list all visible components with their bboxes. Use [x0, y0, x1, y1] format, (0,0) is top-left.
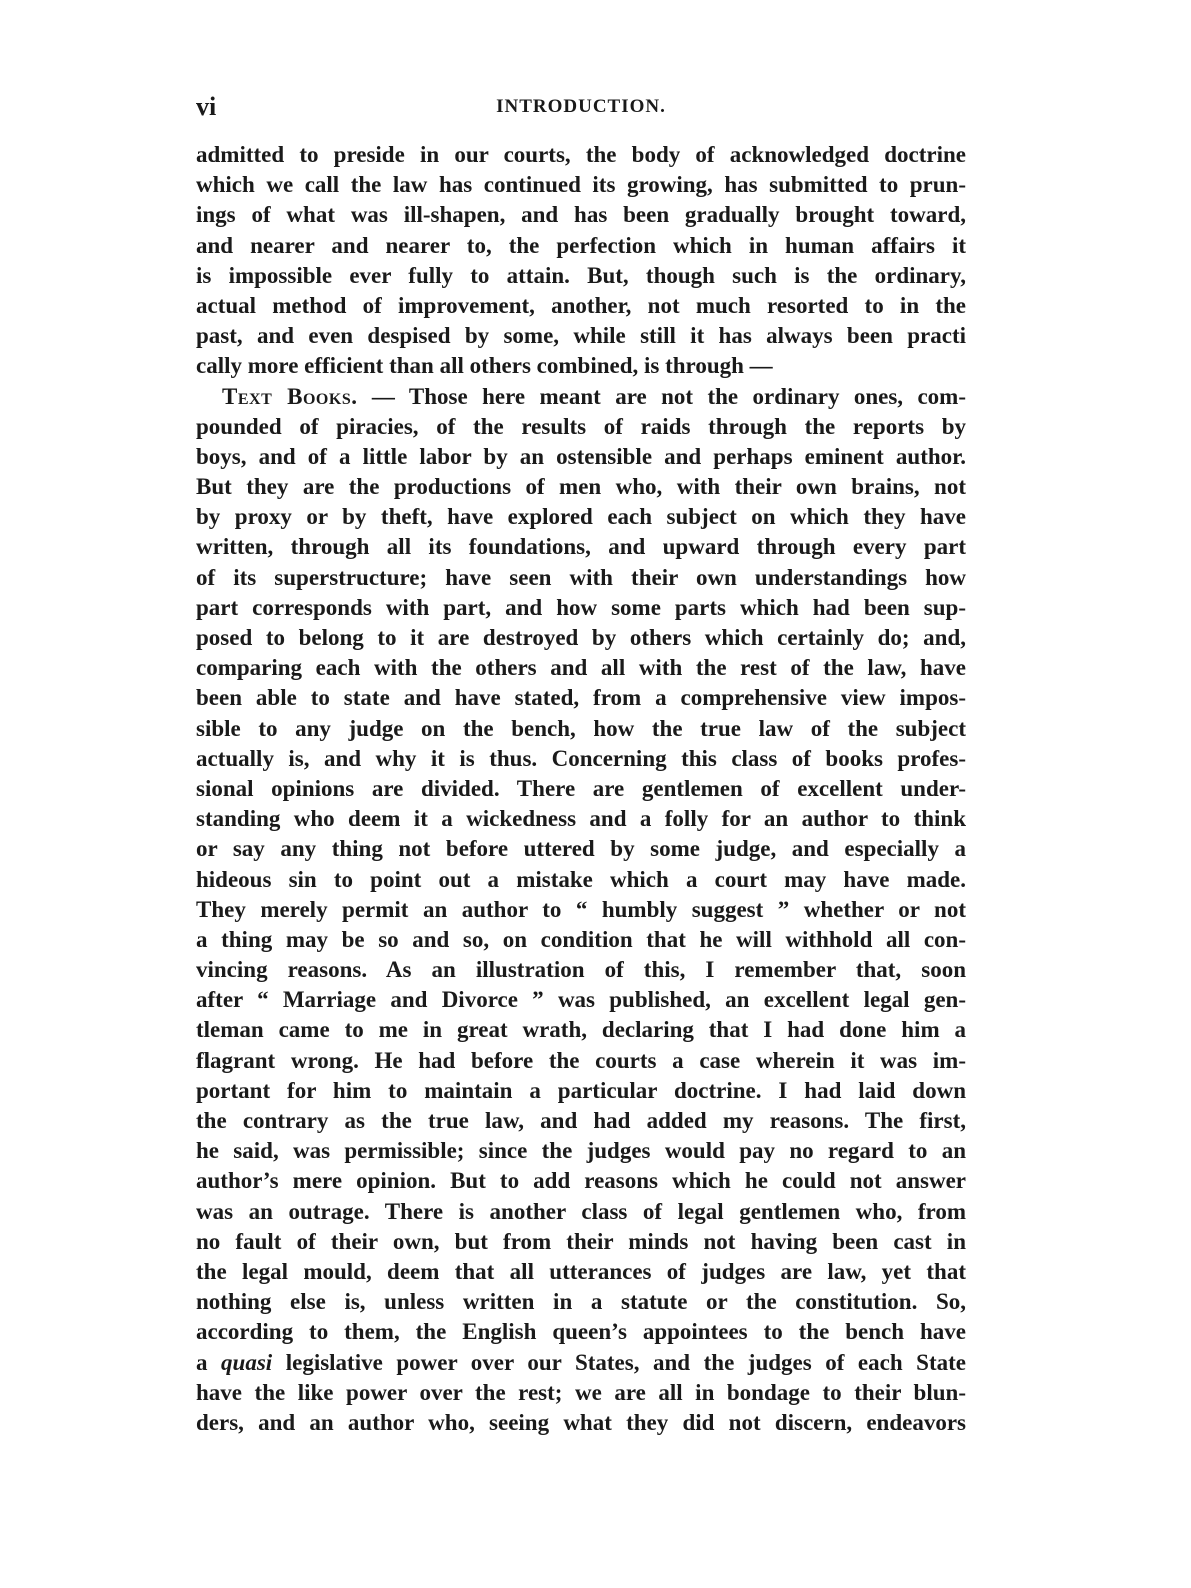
first-line-text: — Those here meant are not the ordinary ones, com- — [357, 383, 966, 409]
text-line: ings of what was ill-shapen, and has been gradually brought toward, — [196, 202, 966, 228]
body-text — [196, 140, 966, 1438]
italic-word: quasi — [221, 1349, 273, 1375]
text-line: vincing reasons. As an illustration of this, I remember that, soon — [196, 957, 966, 983]
text-line: according to them, the English queen’s appointees to the bench have — [196, 1319, 966, 1345]
text-line: the contrary as the true law, and had added my reasons. The first, — [196, 1108, 966, 1133]
text-line: and nearer and nearer to, the perfection which in human affairs it — [196, 232, 966, 258]
text-line: of its superstructure; have seen with their own understandings how — [196, 564, 966, 590]
quasi-line-end: legislative power over our States, and the judges of each State — [272, 1349, 966, 1375]
running-title: INTRODUCTION. — [496, 96, 666, 117]
text-line: author’s mere opinion. But to add reasons which he could not answer — [196, 1168, 966, 1194]
quasi-line-start: a — [196, 1349, 222, 1375]
text-line: ders, and an author who, seeing what they did not discern, endeavors — [196, 1409, 966, 1435]
text-line: posed to belong to it are destroyed by others which certainly do; and, — [196, 625, 966, 650]
text-line: nothing else is, unless written in a statute or the constitution. So, — [196, 1289, 966, 1315]
text-line: by proxy or by theft, have explored each subject on which they have — [196, 504, 966, 530]
text-line: sional opinions are divided. There are gentlemen of excellent under- — [196, 775, 966, 801]
text-line: the legal mould, deem that all utterances of judges are law, yet that — [196, 1258, 966, 1284]
text-line: They merely permit an author to “ humbly suggest ” whether or not — [196, 896, 966, 922]
text-line: part corresponds with part, and how some parts which had been sup- — [196, 594, 966, 620]
text-line: admitted to preside in our courts, the body of acknowledged doctrine — [196, 142, 966, 167]
text-line-with-italic — [196, 1348, 966, 1378]
text-line: after “ Marriage and Divorce ” was published, an excellent legal gen- — [196, 987, 966, 1013]
text-line: cally more efficient than all others combined, is through — — [196, 353, 773, 379]
text-line: actual method of improvement, another, not much resorted to in the — [196, 292, 966, 318]
text-line: portant for him to maintain a particular doctrine. I had laid down — [196, 1077, 966, 1103]
text-line: pounded of piracies, of the results of raids through the reports by — [196, 413, 966, 439]
text-line: a thing may be so and so, on condition that he will withhold all con- — [196, 926, 966, 952]
text-line: he said, was permissible; since the judges would pay no regard to an — [196, 1138, 966, 1164]
text-line: past, and even despised by some, while still it has always been practi — [196, 323, 966, 349]
text-line: or say any thing not before uttered by some judge, and especially a — [196, 836, 966, 862]
text-line: have the like power over the rest; we are all in bondage to their blun- — [196, 1379, 966, 1405]
text-line: was an outrage. There is another class of legal gentlemen who, from — [196, 1198, 966, 1224]
text-line: But they are the productions of men who, with their own brains, not — [196, 474, 966, 500]
side-heading: Text Books. — [222, 383, 358, 409]
text-line: flagrant wrong. He had before the courts a case wherein it was im- — [196, 1047, 966, 1073]
text-line: boys, and of a little labor by an ostensible and perhaps eminent author. — [196, 443, 966, 469]
text-line: comparing each with the others and all with the rest of the law, have — [196, 655, 966, 681]
text-line: is impossible ever fully to attain. But, though such is the ordinary, — [196, 262, 966, 288]
text-line: actually is, and why it is thus. Concerning this class of books profes- — [196, 745, 966, 771]
text-line: tleman came to me in great wrath, declaring that I had done him a — [196, 1017, 966, 1043]
text-line: sible to any judge on the bench, how the true law of the subject — [196, 715, 966, 741]
text-line: no fault of their own, but from their minds not having been cast in — [196, 1228, 966, 1254]
text-line: been able to state and have stated, from a comprehensive view impos- — [196, 685, 966, 711]
page-number: vi — [196, 92, 217, 121]
text-line: which we call the law has continued its growing, has submitted to prun- — [196, 172, 966, 198]
text-line: written, through all its foundations, and upward through every part — [196, 534, 966, 560]
paragraph-first-line — [196, 382, 966, 412]
text-line: standing who deem it a wickedness and a folly for an author to think — [196, 806, 966, 832]
text-line: hideous sin to point out a mistake which a court may have made. — [196, 866, 966, 892]
running-head — [196, 92, 966, 124]
